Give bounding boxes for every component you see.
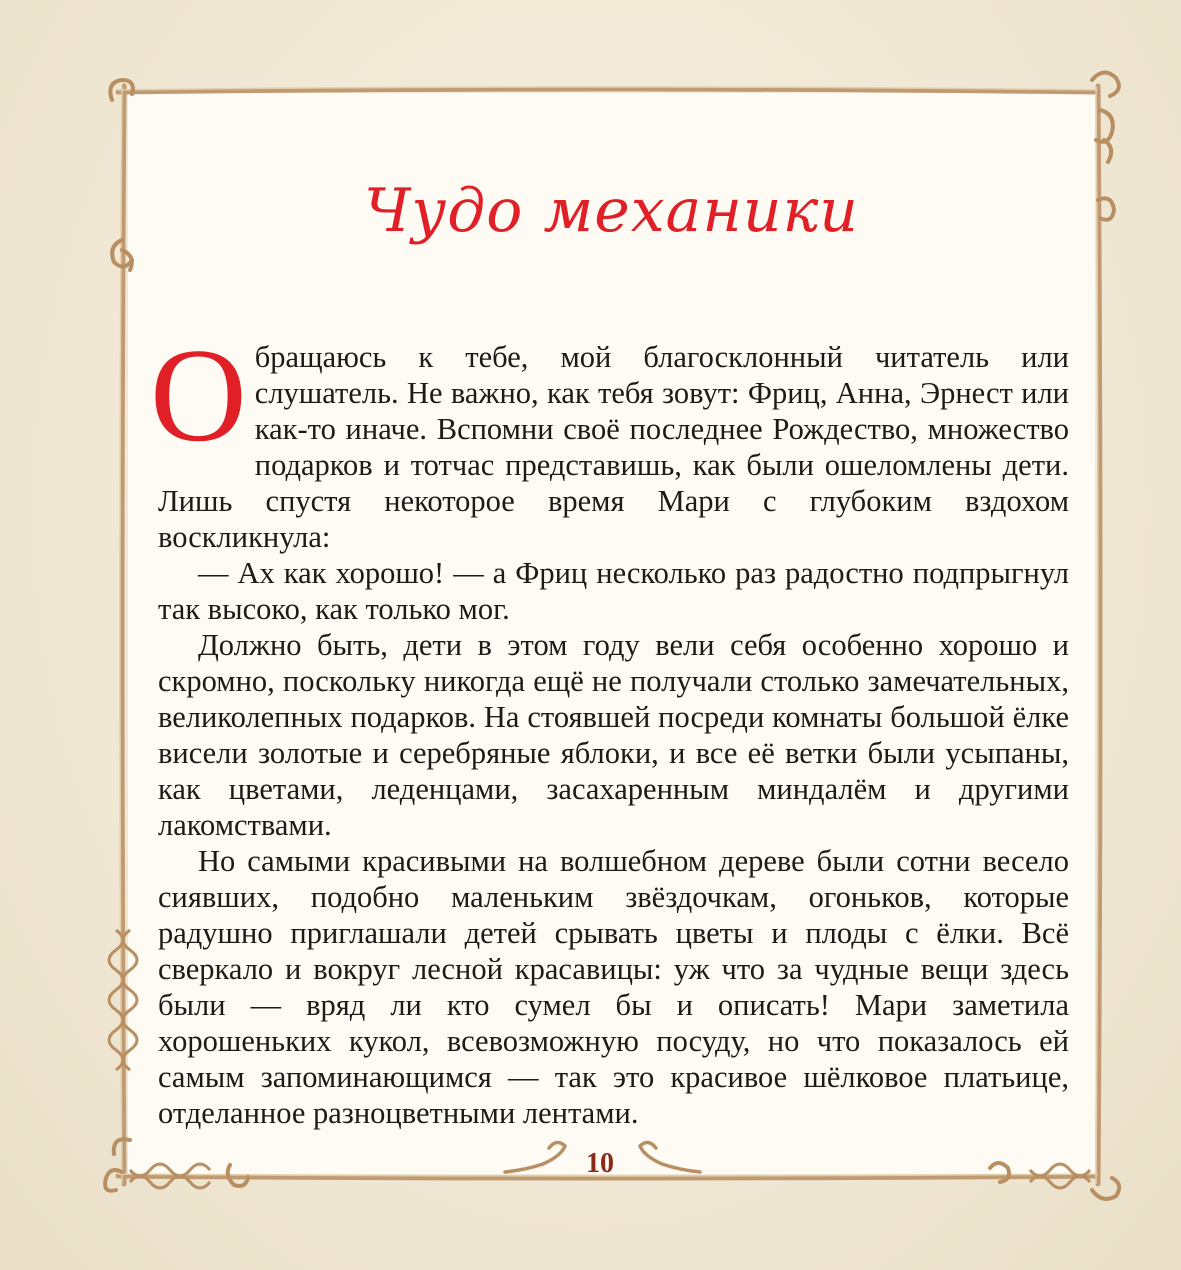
paragraph-4: Но самыми красивыми на волшебном дереве были сотни весело сиявших, подобно маленьким звёздочкам, огоньков, которые радушно приглашали детей срывать цветы и плоды с ёлки. Всё сверкало и вокруг лесной красавицы: уж что за чудные вещи здесь были — вряд ли кто сумел бы и описать! Мари заметила хорошеньких кукол, всевозможную посуду, но что показалось ей самым запоминающимся — так это красивое шёлковое платьице, отделанное разноцветными лентами. (158, 844, 1069, 1130)
chapter-title: Чудо механики (364, 176, 859, 246)
body-text (150, 321, 1069, 1131)
paragraph-3: Должно быть, дети в этом году вели себя особенно хорошо и скромно, поскольку никогда ещё не получали столько замечательных, великолепных подарков. На стоявшей посреди комнаты большой ёлке висели золотые и серебряные яблоки, и все её ветки были усыпаны, как цветами, леденцами, засахаренным миндалём и другими лакомствами. (158, 628, 1069, 842)
paragraph-1 (150, 321, 1069, 555)
drop-cap: О (150, 321, 247, 469)
page-number-container (540, 1142, 660, 1192)
paragraph-2: — Ах как хорошо! — а Фриц несколько раз радостно подпрыгнул так высоко, как только мог. (158, 556, 1069, 626)
page-number: 10 (586, 1148, 614, 1179)
paragraph-text: бращаюсь к тебе, мой благосклонный читатель или слушатель. Не важно, как тебя зовут: Фриц, Анна, Эрнест или как-то иначе. Вспомни своё последнее Рождество, множество подарков и тотчас представишь, как были ошеломлены дети. Лишь спустя некоторое время Мари с глубоким вздохом воскликнула: (158, 340, 1069, 554)
